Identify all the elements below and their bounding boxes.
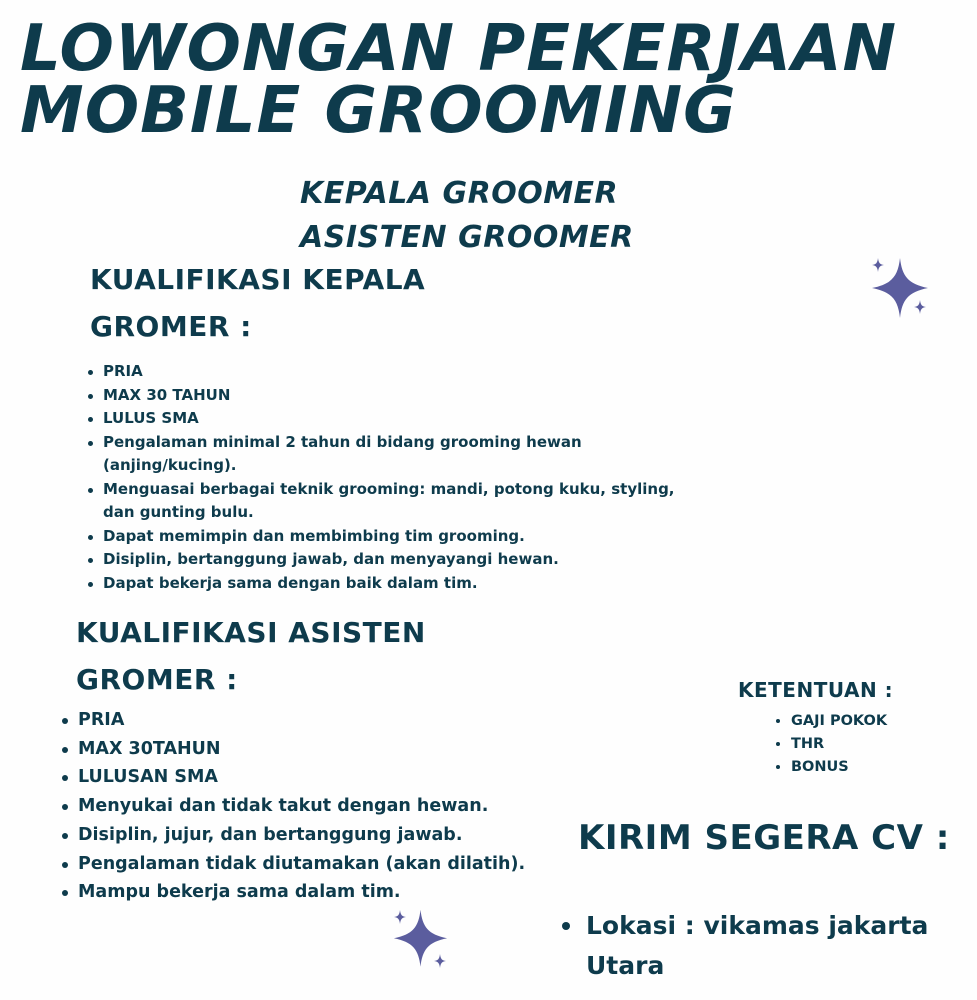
- positions-list: [300, 172, 634, 260]
- ketentuan-heading: KETENTUAN :: [738, 678, 894, 702]
- kepala-qualification-list: [88, 360, 688, 595]
- asisten-section: [76, 609, 426, 703]
- asisten-qualification-list: [62, 706, 552, 907]
- ketentuan-list: [776, 710, 887, 779]
- position-kepala-groomer: KEPALA GROOMER: [300, 176, 619, 211]
- list-item: Dapat bekerja sama dengan baik dalam tim.: [88, 572, 688, 596]
- kirim-cv-heading: KIRIM SEGERA CV :: [578, 818, 950, 858]
- list-item: MAX 30 TAHUN: [88, 384, 688, 408]
- list-item: PRIA: [88, 360, 688, 384]
- list-item: Dapat memimpin dan membimbing tim grooming.: [88, 525, 688, 549]
- list-item: GAJI POKOK: [776, 710, 887, 733]
- list-item: Pengalaman tidak diutamakan (akan dilatih).: [62, 850, 552, 879]
- list-item: Menguasai berbagai teknik grooming: mandi, potong kuku, styling, dan gunting bulu.: [88, 478, 688, 525]
- page-title: [20, 12, 898, 148]
- list-item: LULUSAN SMA: [62, 763, 552, 792]
- position-asisten-groomer: ASISTEN GROOMER: [300, 220, 634, 255]
- sparkle-icon: [390, 908, 454, 972]
- list-item: Mampu bekerja sama dalam tim.: [62, 878, 552, 907]
- title-line-2: MOBILE GROOMING: [20, 74, 737, 148]
- asisten-heading: KUALIFIKASI ASISTEN GROMER :: [76, 616, 426, 696]
- list-item: MAX 30TAHUN: [62, 735, 552, 764]
- list-item: THR: [776, 733, 887, 756]
- list-item: Menyukai dan tidak takut dengan hewan.: [62, 792, 552, 821]
- kepala-section: [90, 256, 425, 350]
- list-item: PRIA: [62, 706, 552, 735]
- location-list: [562, 906, 962, 986]
- list-item: Pengalaman minimal 2 tahun di bidang grooming hewan (anjing/kucing).: [88, 431, 688, 478]
- list-item: BONUS: [776, 756, 887, 779]
- sparkle-icon: [868, 256, 932, 320]
- kepala-heading: KUALIFIKASI KEPALA GROMER :: [90, 263, 426, 343]
- location-item: Lokasi : vikamas jakarta Utara: [562, 906, 962, 986]
- list-item: Disiplin, jujur, dan bertanggung jawab.: [62, 821, 552, 850]
- title-line-1: LOWONGAN PEKERJAAN: [20, 12, 898, 86]
- list-item: Disiplin, bertanggung jawab, dan menyayangi hewan.: [88, 548, 688, 572]
- list-item: LULUS SMA: [88, 407, 688, 431]
